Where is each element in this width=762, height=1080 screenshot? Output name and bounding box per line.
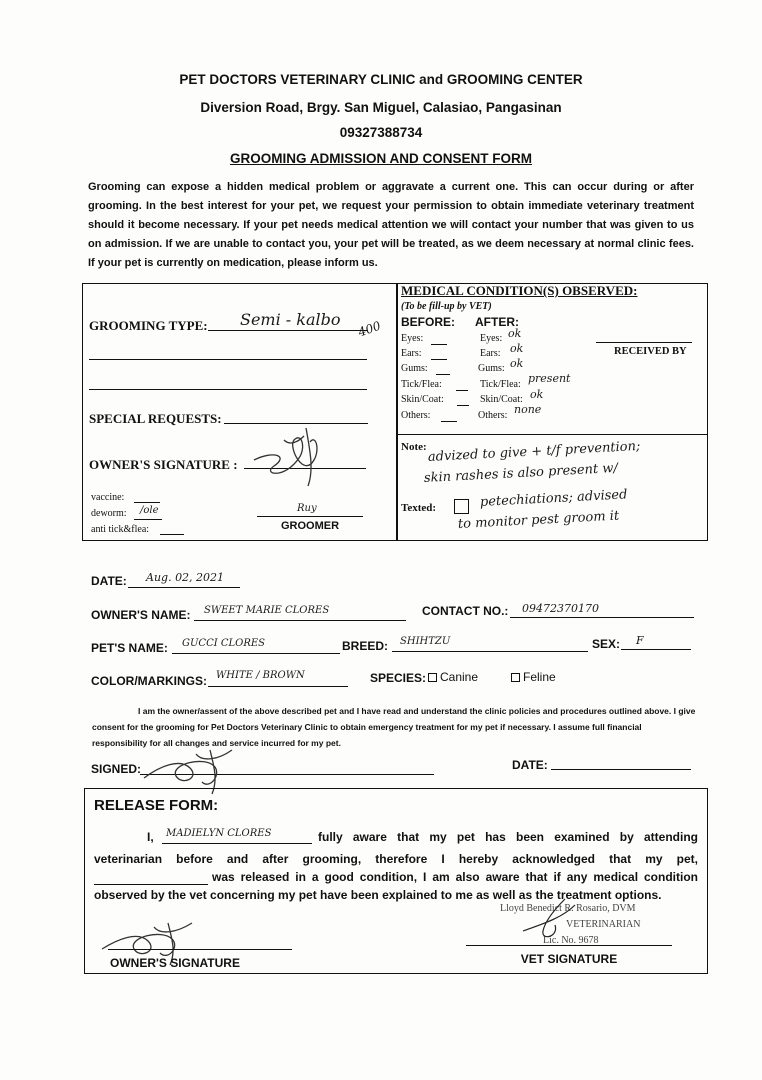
before-skincoat: Skin/Coat: — [401, 394, 444, 405]
vet-stamp-name: Lloyd Benedict R. Rosario, DVM — [500, 903, 636, 914]
after-gums-value: ok — [510, 357, 524, 370]
feline-label: Feline — [523, 670, 556, 684]
deworm-line — [134, 519, 162, 520]
date-value: Aug. 02, 2021 — [146, 571, 225, 584]
vet-stamp-title: VETERINARIAN — [566, 919, 641, 930]
after-ears-value: ok — [510, 342, 524, 355]
canine-checkbox[interactable] — [428, 673, 437, 682]
before-skincoat-line — [457, 405, 469, 406]
vet-signature-line — [466, 945, 672, 946]
clinic-phone: 09327388734 — [339, 125, 423, 140]
vet-signature — [515, 895, 585, 943]
before-label: BEFORE: — [401, 315, 455, 329]
before-eyes: Eyes: — [401, 333, 424, 344]
sex-line — [621, 649, 691, 650]
groomer-name: Ruy — [297, 503, 317, 514]
after-label: AFTER: — [475, 315, 519, 329]
feline-checkbox[interactable] — [511, 673, 520, 682]
pet-name-value: GUCCI CLORES — [182, 638, 266, 649]
texted-checkbox[interactable] — [454, 499, 469, 514]
owner-name-value: SWEET MARIE CLORES — [204, 605, 330, 616]
release-owner-line — [162, 843, 312, 844]
color-line — [208, 686, 348, 687]
owner-signature-1 — [244, 420, 334, 492]
date-line — [128, 587, 240, 588]
release-pet-line — [94, 884, 208, 885]
before-tickflea-line — [456, 390, 468, 391]
before-others: Others: — [401, 410, 431, 421]
antitick-line — [160, 534, 184, 535]
contact-line — [510, 617, 694, 618]
breed-value: SHIHTZU — [400, 636, 451, 647]
box-note-divider — [396, 434, 707, 435]
before-ears-line — [431, 359, 447, 360]
release-line-1: fully aware that my pet has been examined by attending — [318, 830, 698, 844]
grooming-price: 400 — [356, 318, 383, 340]
deworm-label: deworm: — [91, 508, 127, 519]
received-by-line — [596, 342, 692, 343]
contact-label: CONTACT NO.: — [422, 604, 509, 618]
owner-signature-2 — [140, 736, 250, 796]
color-label: COLOR/MARKINGS: — [91, 674, 207, 688]
grooming-type-line — [208, 330, 368, 331]
texted-label: Texted: — [401, 502, 437, 514]
grooming-type-value: Semi - kalbo — [240, 310, 341, 329]
owner-signature-label: OWNER'S SIGNATURE : — [89, 457, 238, 472]
box-divider — [396, 283, 398, 540]
blank-line-1 — [89, 359, 367, 360]
after-skincoat-label: Skin/Coat: — [480, 394, 523, 405]
before-ears: Ears: — [401, 348, 422, 359]
note-line-1: advized to give + t/f prevention; — [427, 438, 641, 465]
owner-name-label: OWNER'S NAME: — [91, 608, 191, 622]
blank-line-2 — [89, 389, 367, 390]
before-others-line — [441, 421, 457, 422]
signed-label: SIGNED: — [91, 762, 142, 776]
groomer-label: GROOMER — [280, 520, 340, 532]
grooming-type-label: GROOMING TYPE: — [89, 318, 208, 333]
before-eyes-line — [431, 344, 447, 345]
clinic-name: PET DOCTORS VETERINARY CLINIC and GROOMING CENTER — [179, 72, 583, 87]
sex-label: SEX: — [592, 637, 621, 651]
received-by-label: RECEIVED BY — [614, 346, 687, 357]
date-label: DATE: — [91, 574, 127, 588]
pet-name-label: PET'S NAME: — [91, 641, 168, 655]
before-tickflea: Tick/Flea: — [401, 379, 442, 390]
before-gums-line — [436, 374, 450, 375]
after-others-label: Others: — [478, 410, 508, 421]
consent-text: I am the owner/assent of the above described pet and I have read and understand the clinic policies and procedures outlined above. I give consent for the grooming for Pet Doctors Veterinary Clinic to obtain emergency treatment for my pet if necessary. I assume full financial responsibility for all changes and service incurred for my pet. — [92, 706, 696, 748]
before-gums: Gums: — [401, 363, 428, 374]
release-line-4: observed by the vet concerning my pet have been explained to me as well as the treatment options. — [94, 888, 662, 902]
special-requests-label: SPECIAL REQUESTS: — [89, 411, 222, 426]
after-ears-label: Ears: — [480, 348, 501, 359]
after-skincoat-value: ok — [530, 388, 544, 401]
after-tickflea-value: present — [528, 372, 571, 385]
after-gums-label: Gums: — [478, 363, 505, 374]
release-i: I, — [147, 830, 154, 844]
note-line-3: petechiations; advised — [479, 487, 628, 510]
note-label: Note: — [401, 441, 427, 453]
canine-label: Canine — [440, 670, 479, 684]
breed-label: BREED: — [342, 639, 389, 653]
vet-signature-label: VET SIGNATURE — [520, 952, 618, 966]
vaccine-label: vaccine: — [91, 492, 125, 503]
after-eyes-value: ok — [508, 327, 522, 340]
sex-value: F — [636, 634, 644, 647]
release-line-3: was released in a good condition, I am also aware that if any medical condition — [212, 870, 698, 884]
owner-release-sig-line — [108, 949, 292, 950]
vet-stamp-lic: Lic. No. 9678 — [543, 935, 599, 946]
species-label: SPECIES: — [370, 671, 427, 685]
pet-name-line — [172, 653, 340, 654]
clinic-address: Diversion Road, Brgy. San Miguel, Calasiao, Pangasinan — [200, 100, 562, 115]
medical-subtitle: (To be fill-up by VET) — [401, 301, 492, 312]
note-line-2: skin rashes is also present w/ — [423, 460, 619, 486]
form-title: GROOMING ADMISSION AND CONSENT FORM — [230, 151, 532, 166]
deworm-value: /ole — [140, 505, 159, 516]
intro-paragraph: Grooming can expose a hidden medical problem or aggravate a current one. This can occur during or after grooming. In the best interest for your pet, we request your permission to obtain immediate veterinary treatment should it become necessary. If your pet needs medical attention we will contact your number that was given to us on admission. If we are unable to contact you, your pet will be treated, as we deem necessary at normal clinic fees. If your pet is currently on medication, please inform us. — [88, 181, 694, 269]
contact-value: 09472370170 — [522, 602, 599, 615]
medical-title: MEDICAL CONDITION(S) OBSERVED: — [401, 283, 638, 298]
release-title: RELEASE FORM: — [94, 797, 219, 814]
owner-name-line — [194, 620, 406, 621]
after-others-value: none — [514, 403, 542, 416]
groomer-line — [257, 516, 363, 517]
consent-date-label: DATE: — [512, 758, 548, 772]
release-owner-name: MADIELYN CLORES — [166, 828, 272, 839]
color-value: WHITE / BROWN — [216, 670, 305, 681]
owner-release-sig-label: OWNER'S SIGNATURE — [110, 956, 240, 970]
release-line-2: veterinarian before and after grooming, therefore I hereby acknowledged that my pet, — [94, 852, 698, 866]
consent-date-line — [551, 769, 691, 770]
antitick-label: anti tick&flea: — [91, 524, 150, 535]
vaccine-line — [134, 502, 160, 503]
note-line-4: to monitor pest groom it — [457, 508, 620, 532]
after-tickflea-label: Tick/Flea: — [480, 379, 521, 390]
breed-line — [392, 651, 588, 652]
after-eyes-label: Eyes: — [480, 333, 503, 344]
